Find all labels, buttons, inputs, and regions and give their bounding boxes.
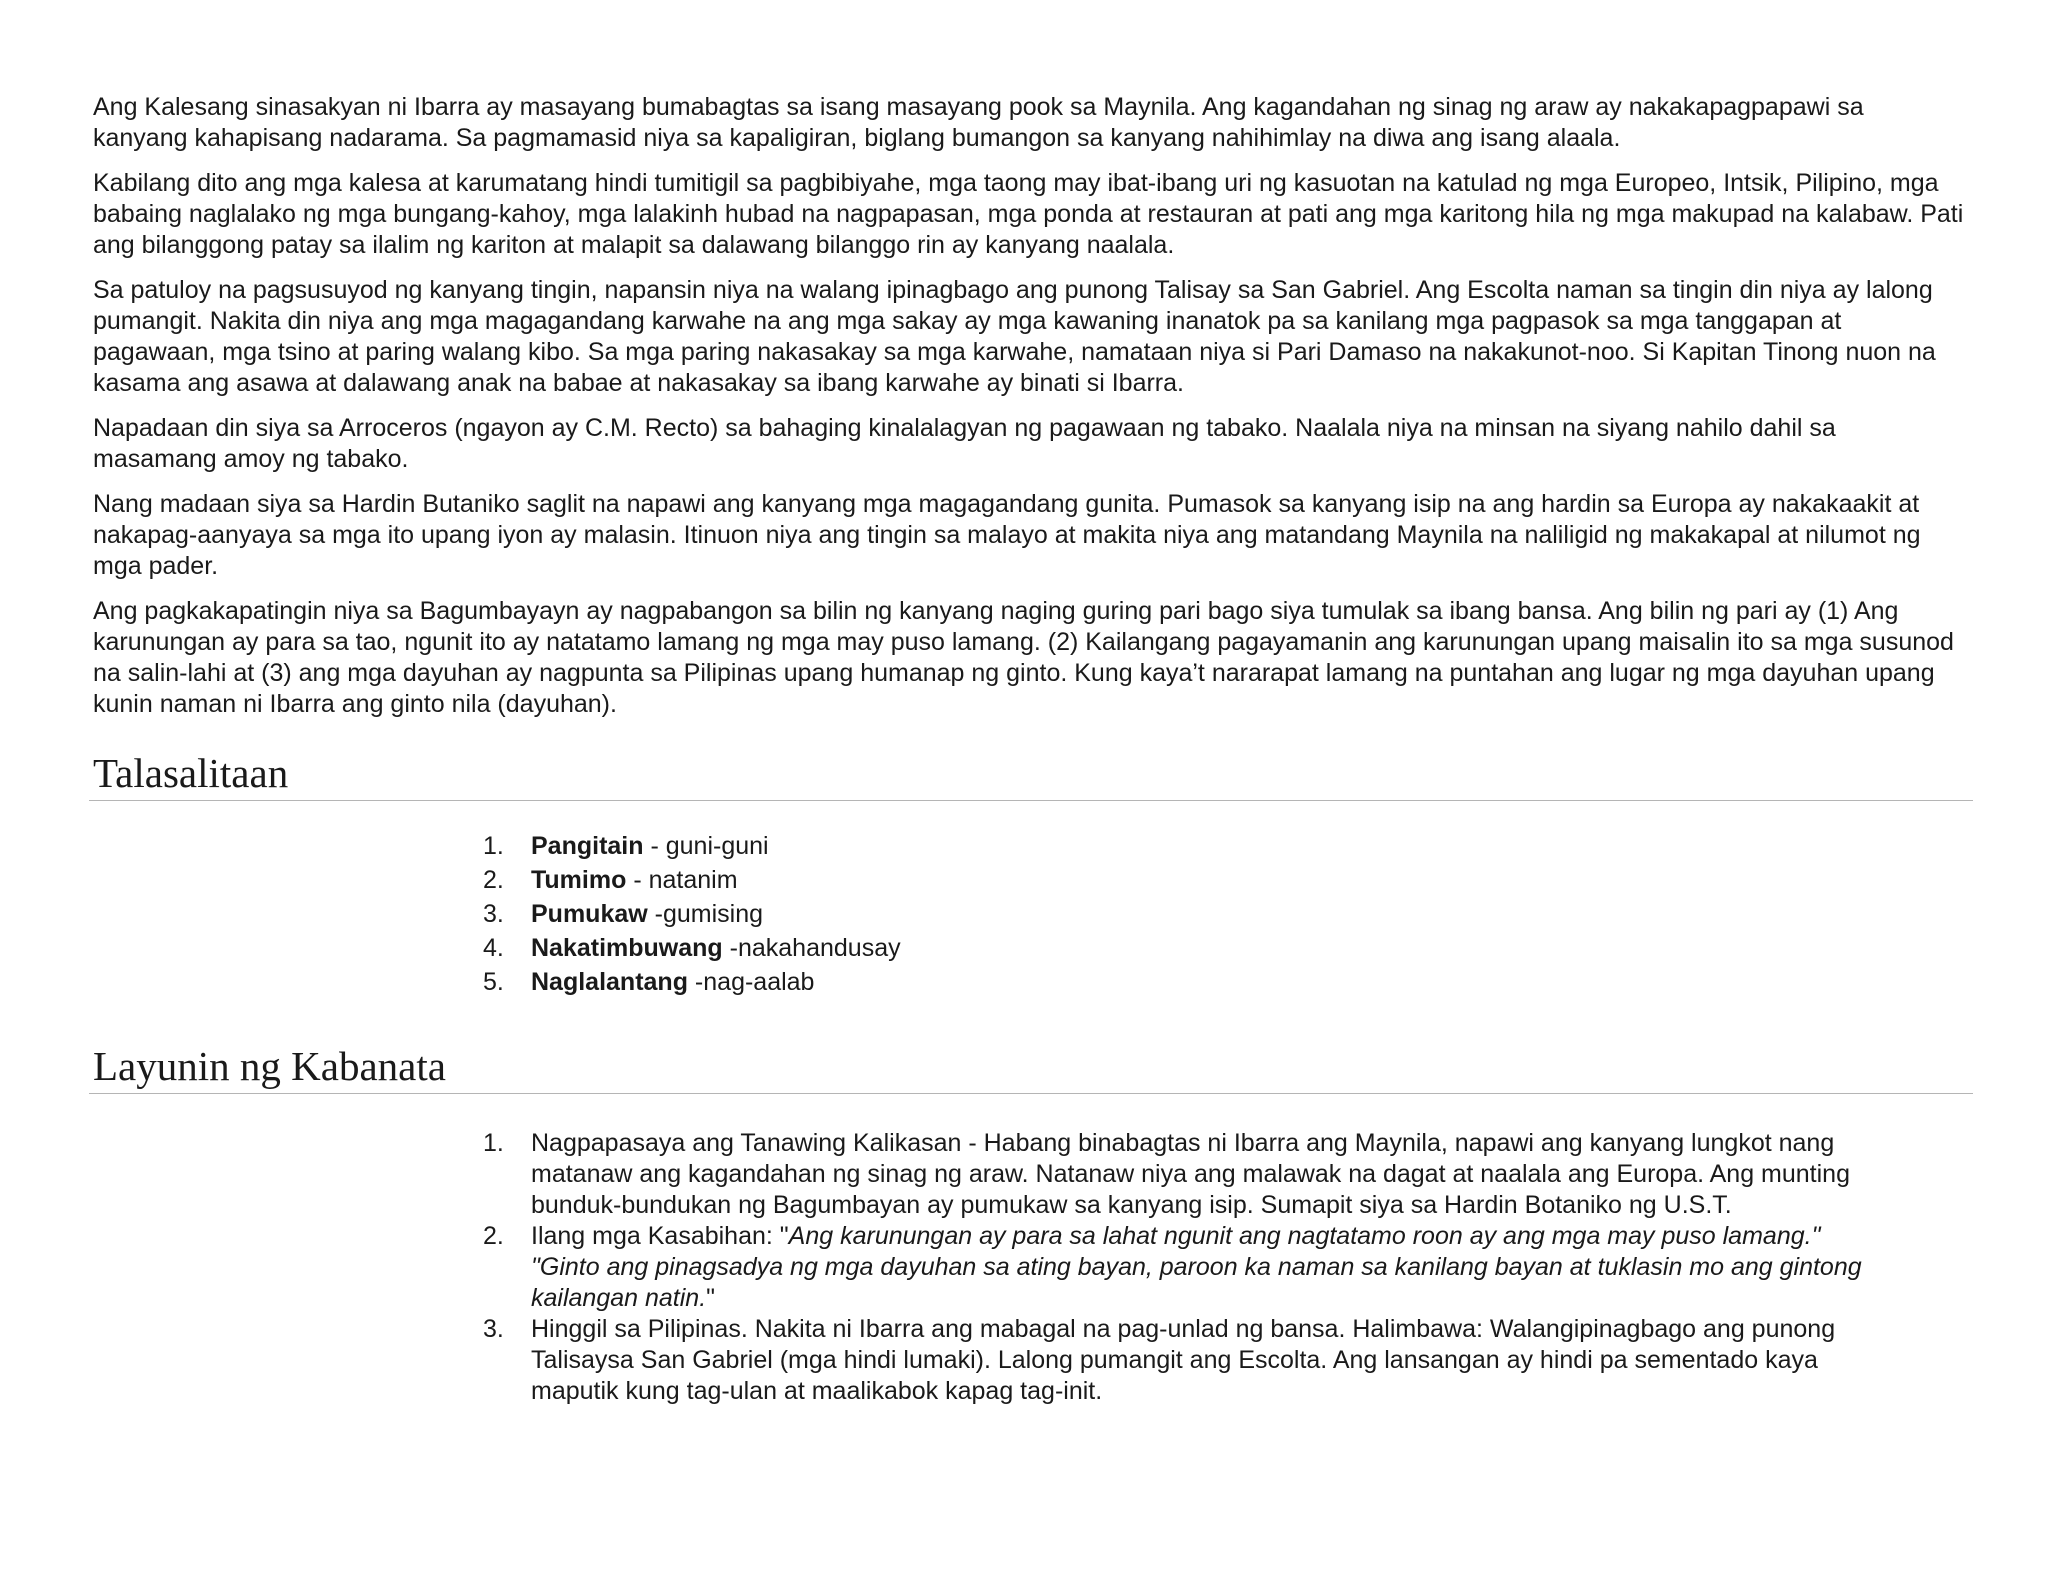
list-item-body	[531, 829, 1965, 863]
list-item	[483, 1221, 1875, 1314]
paragraph: Kabilang dito ang mga kalesa at karumatang hindi tumitigil sa pagbibiyahe, mga taong may ibat-ibang uri ng kasuotan na katulad ng mga Europeo, Intsik, Pilipino, mga babaing naglalako ng mga bungang-kahoy, mga lalakinh hubad na nagpapasan, mga ponda at restauran at pati ang mga karitong hila ng mga makupad na kalabaw. Pati ang bilanggong patay sa ilalim ng kariton at malapit sa dalawang bilanggo rin ay kanyang naalala.	[93, 169, 1964, 259]
list-item-body	[531, 863, 1965, 897]
vocab-definition: - guni-guni	[643, 832, 769, 860]
list-number: 2.	[483, 866, 504, 894]
vocab-definition: -nakahandusay	[722, 934, 901, 962]
sayings-prefix: Ilang mga Kasabihan: "	[531, 1222, 789, 1250]
section-heading-talasalitaan: Talasalitaan	[89, 750, 1973, 801]
list-number: 1.	[483, 832, 504, 860]
list-item	[483, 1314, 1875, 1407]
vocab-definition: -gumising	[647, 900, 764, 928]
list-number: 5.	[483, 968, 504, 996]
list-item	[483, 931, 1965, 965]
list-item-body	[531, 965, 1965, 999]
list-item-body	[531, 897, 1965, 931]
paragraph: Napadaan din siya sa Arroceros (ngayon ay C.M. Recto) sa bahaging kinalalagyan ng pagawaan ng tabako. Naalala niya na minsan na siyang nahilo dahil sa masamang amoy ng tabako.	[93, 414, 1836, 473]
list-item-text: Nagpapasaya ang Tanawing Kalikasan - Habang binabagtas ni Ibarra ang Maynila, napawi ang kanyang lungkot nang matanaw ang kagandahan ng sinag ng araw. Natanaw niya ang malawak na dagat at naalala ang Europa. Ang munting bunduk-bundukan ng Bagumbayan ay pumukaw sa kanyang isip. Sumapit siya sa Hardin Botaniko ng U.S.T.	[531, 1129, 1850, 1219]
list-item	[483, 1128, 1875, 1221]
list-item-body	[531, 1221, 1875, 1314]
vocabulary-list	[483, 829, 1965, 999]
vocab-term: Tumimo	[531, 866, 627, 894]
list-item	[483, 829, 1965, 863]
list-item	[483, 863, 1965, 897]
list-number: 3.	[483, 900, 504, 928]
section-heading-layunin: Layunin ng Kabanata	[89, 1043, 1973, 1094]
list-item-body	[531, 931, 1965, 965]
vocab-term: Nakatimbuwang	[531, 934, 723, 962]
vocab-term: Pumukaw	[531, 900, 648, 928]
list-item	[483, 965, 1965, 999]
list-item	[483, 897, 1965, 931]
sayings-suffix: "	[706, 1284, 716, 1312]
vocab-term: Pangitain	[531, 832, 644, 860]
list-number: 2.	[483, 1222, 504, 1250]
paragraph: Ang pagkakapatingin niya sa Bagumbayayn ay nagpabangon sa bilin ng kanyang naging guring pari bago siya tumulak sa ibang bansa. Ang bilin ng pari ay (1) Ang karunungan ay para sa tao, ngunit ito ay natatamo lamang ng mga may puso lamang. (2) Kailangang pagayamanin ang karunungan upang maisalin ito sa mga susunod na salin-lahi at (3) ang mga dayuhan ay nagpunta sa Pilipinas upang humanap ng ginto. Kung kaya’t nararapat lamang na puntahan ang lugar ng mga dayuhan upang kunin naman ni Ibarra ang ginto nila (dayuhan).	[93, 597, 1954, 718]
list-number: 4.	[483, 934, 504, 962]
list-number: 1.	[483, 1129, 504, 1157]
paragraph: Ang Kalesang sinasakyan ni Ibarra ay masayang bumabagtas sa isang masayang pook sa Maynila. Ang kagandahan ng sinag ng araw ay nakakapagpapawi sa kanyang kahapisang nadarama. Sa pagmamasid niya sa kapaligiran, biglang bumangon sa kanyang nahihimlay na diwa ang isang alaala.	[93, 93, 1864, 152]
vocab-definition: -nag-aalab	[687, 968, 815, 996]
paragraph: Sa patuloy na pagsusuyod ng kanyang tingin, napansin niya na walang ipinagbago ang punong Talisay sa San Gabriel. Ang Escolta naman sa tingin din niya ay lalong pumangit. Nakita din niya ang mga magagandang karwahe na ang mga sakay ay mga kawaning inanatok pa sa kanilang mga pagpasok sa mga tanggapan at pagawaan, mga tsino at paring walang kibo. Sa mga paring nakasakay sa mga karwahe, namataan niya si Pari Damaso na nakakunot-noo. Si Kapitan Tinong nuon na kasama ang asawa at dalawang anak na babae at nakasakay sa ibang karwahe ay binati si Ibarra.	[93, 276, 1936, 397]
vocab-term: Naglalantang	[531, 968, 688, 996]
paragraph: Nang madaan siya sa Hardin Butaniko saglit na napawi ang kanyang mga magagandang gunita. Pumasok sa kanyang isip na ang hardin sa Europa ay nakakaakit at nakapag-aanyaya sa mga ito upang iyon ay malasin. Itinuon niya ang tingin sa malayo at makita niya ang matandang Maynila na naliligid ng makakapal at nilumot ng mga pader.	[93, 490, 1921, 580]
list-number: 3.	[483, 1315, 504, 1343]
document-page	[93, 92, 1965, 1407]
list-item-text: Hinggil sa Pilipinas. Nakita ni Ibarra ang mabagal na pag-unlad ng bansa. Halimbawa: Walangipinagbago ang punong Talisaysa San Gabriel (mga hindi lumaki). Lalong pumangit ang Escolta. Ang lansangan ay hindi pa sementado kaya maputik kung tag-ulan at maalikabok kapag tag-init.	[531, 1315, 1836, 1405]
sayings-quote: Ang karunungan ay para sa lahat ngunit ang nagtatamo roon ay ang mga may puso lamang." "Ginto ang pinagsadya ng mga dayuhan sa ating bayan, paroon ka naman sa kanilang bayan at tuklasin mo ang gintong kailangan natin.	[531, 1222, 1862, 1312]
objectives-list	[483, 1128, 1875, 1407]
vocab-definition: - natanim	[626, 866, 738, 894]
